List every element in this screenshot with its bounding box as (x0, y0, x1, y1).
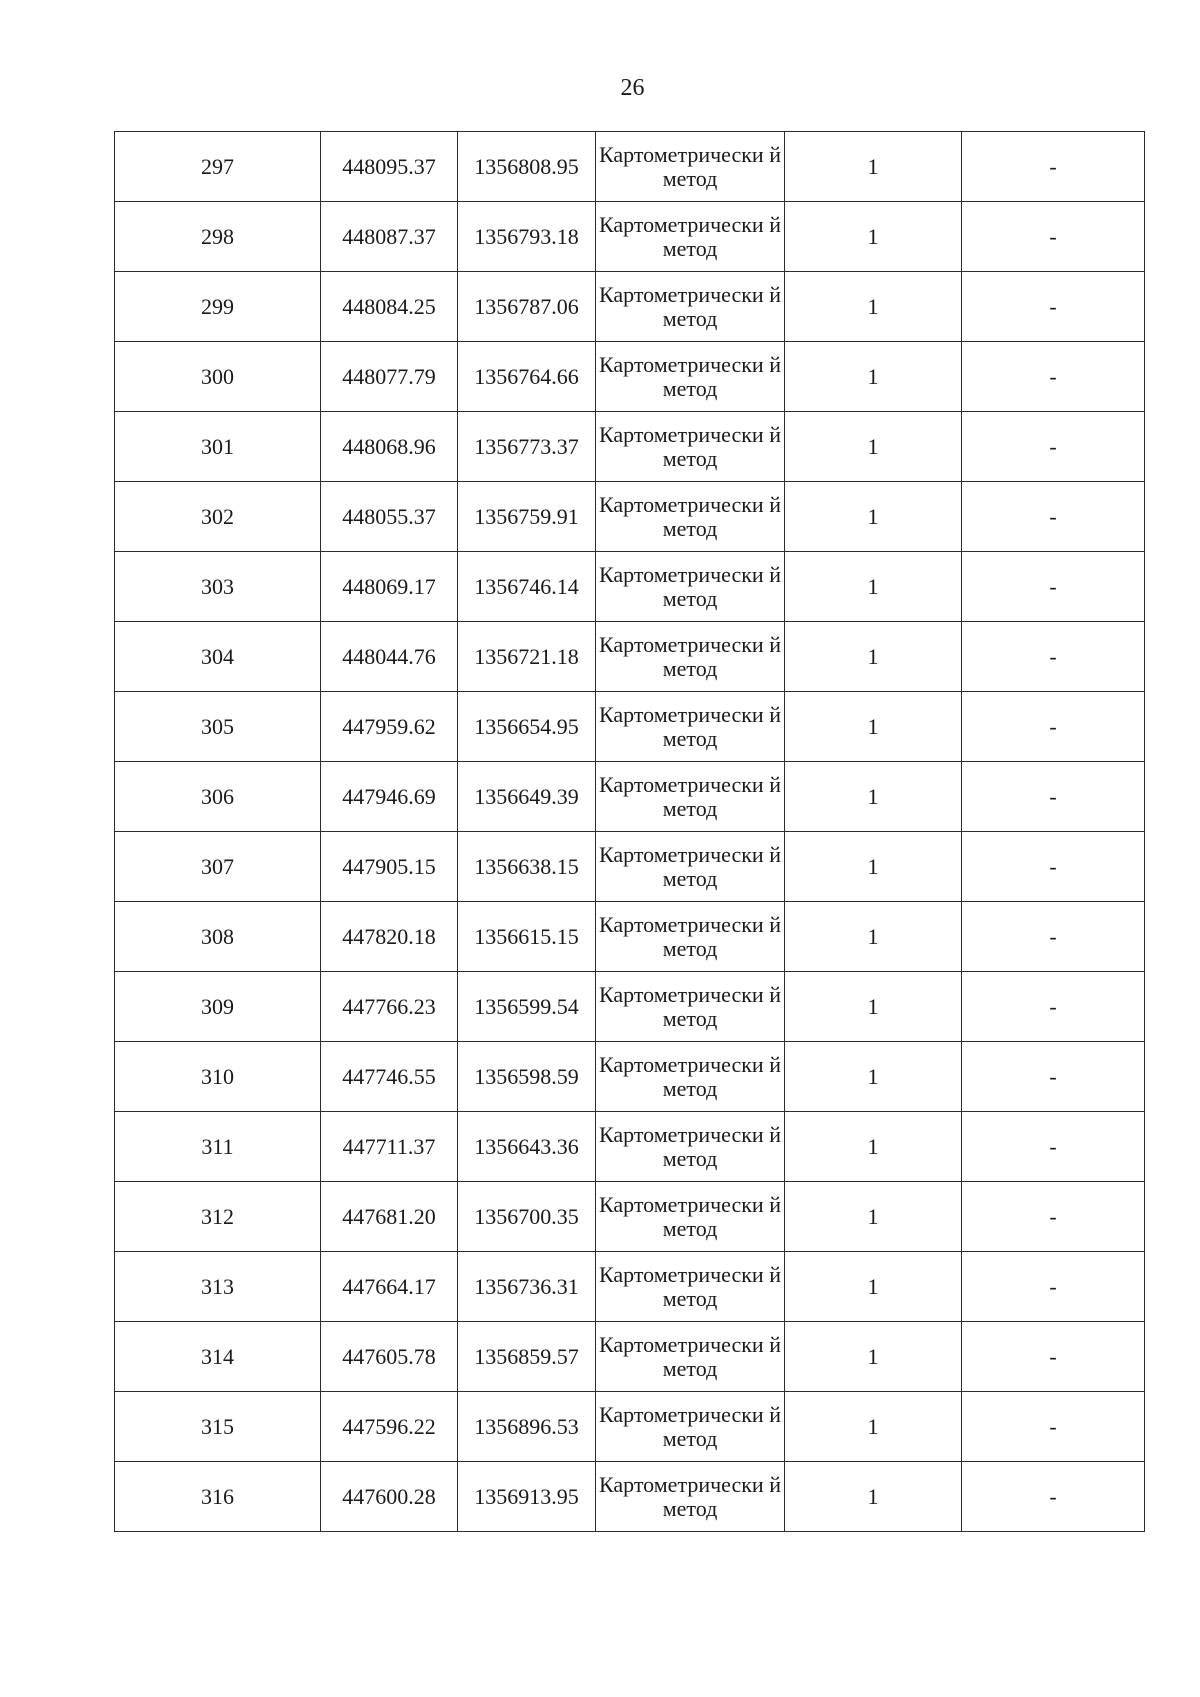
method-cell: Картометрически й метод (596, 832, 785, 902)
table-row (115, 1042, 1145, 1112)
accuracy-cell: 1 (785, 272, 962, 342)
point-number-cell: 303 (115, 552, 321, 622)
x-coordinate-cell: 448084.25 (321, 272, 458, 342)
x-coordinate-cell: 448044.76 (321, 622, 458, 692)
point-number-cell: 297 (115, 132, 321, 202)
table-row (115, 622, 1145, 692)
y-coordinate-cell: 1356773.37 (458, 412, 596, 482)
y-coordinate-cell: 1356721.18 (458, 622, 596, 692)
table-body (115, 132, 1145, 1532)
x-coordinate-cell: 447600.28 (321, 1462, 458, 1532)
point-number-cell: 313 (115, 1252, 321, 1322)
method-cell: Картометрически й метод (596, 1392, 785, 1462)
y-coordinate-cell: 1356859.57 (458, 1322, 596, 1392)
method-cell: Картометрически й метод (596, 482, 785, 552)
accuracy-cell: 1 (785, 762, 962, 832)
point-number-cell: 300 (115, 342, 321, 412)
table-row (115, 832, 1145, 902)
method-cell: Картометрически й метод (596, 552, 785, 622)
y-coordinate-cell: 1356746.14 (458, 552, 596, 622)
x-coordinate-cell: 447664.17 (321, 1252, 458, 1322)
accuracy-cell: 1 (785, 1182, 962, 1252)
point-number-cell: 316 (115, 1462, 321, 1532)
y-coordinate-cell: 1356736.31 (458, 1252, 596, 1322)
x-coordinate-cell: 447766.23 (321, 972, 458, 1042)
x-coordinate-cell: 447711.37 (321, 1112, 458, 1182)
note-cell: - (962, 1042, 1145, 1112)
method-cell: Картометрически й метод (596, 132, 785, 202)
accuracy-cell: 1 (785, 1322, 962, 1392)
table-row (115, 692, 1145, 762)
method-cell: Картометрически й метод (596, 1462, 785, 1532)
method-cell: Картометрически й метод (596, 342, 785, 412)
x-coordinate-cell: 448095.37 (321, 132, 458, 202)
note-cell: - (962, 1252, 1145, 1322)
y-coordinate-cell: 1356599.54 (458, 972, 596, 1042)
method-cell: Картометрически й метод (596, 692, 785, 762)
coordinates-table (114, 131, 1145, 1532)
point-number-cell: 299 (115, 272, 321, 342)
point-number-cell: 306 (115, 762, 321, 832)
x-coordinate-cell: 447596.22 (321, 1392, 458, 1462)
point-number-cell: 305 (115, 692, 321, 762)
method-cell: Картометрически й метод (596, 622, 785, 692)
table-row (115, 202, 1145, 272)
note-cell: - (962, 412, 1145, 482)
x-coordinate-cell: 448077.79 (321, 342, 458, 412)
note-cell: - (962, 762, 1145, 832)
y-coordinate-cell: 1356638.15 (458, 832, 596, 902)
y-coordinate-cell: 1356896.53 (458, 1392, 596, 1462)
method-cell: Картометрически й метод (596, 1182, 785, 1252)
method-cell: Картометрически й метод (596, 972, 785, 1042)
x-coordinate-cell: 448069.17 (321, 552, 458, 622)
y-coordinate-cell: 1356598.59 (458, 1042, 596, 1112)
note-cell: - (962, 1182, 1145, 1252)
y-coordinate-cell: 1356649.39 (458, 762, 596, 832)
note-cell: - (962, 132, 1145, 202)
table-row (115, 272, 1145, 342)
note-cell: - (962, 1322, 1145, 1392)
table-row (115, 482, 1145, 552)
table-row (115, 412, 1145, 482)
method-cell: Картометрически й метод (596, 1112, 785, 1182)
point-number-cell: 298 (115, 202, 321, 272)
method-cell: Картометрически й метод (596, 272, 785, 342)
x-coordinate-cell: 447905.15 (321, 832, 458, 902)
method-cell: Картометрически й метод (596, 902, 785, 972)
table-row (115, 1462, 1145, 1532)
note-cell: - (962, 202, 1145, 272)
x-coordinate-cell: 447605.78 (321, 1322, 458, 1392)
accuracy-cell: 1 (785, 1252, 962, 1322)
x-coordinate-cell: 447959.62 (321, 692, 458, 762)
y-coordinate-cell: 1356913.95 (458, 1462, 596, 1532)
method-cell: Картометрически й метод (596, 762, 785, 832)
note-cell: - (962, 1392, 1145, 1462)
x-coordinate-cell: 447946.69 (321, 762, 458, 832)
note-cell: - (962, 1462, 1145, 1532)
note-cell: - (962, 692, 1145, 762)
y-coordinate-cell: 1356654.95 (458, 692, 596, 762)
method-cell: Картометрически й метод (596, 1042, 785, 1112)
accuracy-cell: 1 (785, 1462, 962, 1532)
x-coordinate-cell: 448068.96 (321, 412, 458, 482)
accuracy-cell: 1 (785, 692, 962, 762)
point-number-cell: 314 (115, 1322, 321, 1392)
y-coordinate-cell: 1356700.35 (458, 1182, 596, 1252)
table-row (115, 1182, 1145, 1252)
note-cell: - (962, 972, 1145, 1042)
point-number-cell: 304 (115, 622, 321, 692)
table-row (115, 342, 1145, 412)
point-number-cell: 312 (115, 1182, 321, 1252)
table-row (115, 972, 1145, 1042)
y-coordinate-cell: 1356615.15 (458, 902, 596, 972)
y-coordinate-cell: 1356764.66 (458, 342, 596, 412)
table-row (115, 132, 1145, 202)
point-number-cell: 310 (115, 1042, 321, 1112)
point-number-cell: 311 (115, 1112, 321, 1182)
x-coordinate-cell: 447681.20 (321, 1182, 458, 1252)
y-coordinate-cell: 1356787.06 (458, 272, 596, 342)
accuracy-cell: 1 (785, 1392, 962, 1462)
point-number-cell: 308 (115, 902, 321, 972)
accuracy-cell: 1 (785, 412, 962, 482)
table-row (115, 1252, 1145, 1322)
accuracy-cell: 1 (785, 552, 962, 622)
x-coordinate-cell: 447746.55 (321, 1042, 458, 1112)
note-cell: - (962, 902, 1145, 972)
note-cell: - (962, 342, 1145, 412)
accuracy-cell: 1 (785, 902, 962, 972)
page-number: 26 (620, 75, 645, 101)
note-cell: - (962, 552, 1145, 622)
y-coordinate-cell: 1356643.36 (458, 1112, 596, 1182)
point-number-cell: 307 (115, 832, 321, 902)
y-coordinate-cell: 1356793.18 (458, 202, 596, 272)
accuracy-cell: 1 (785, 1112, 962, 1182)
point-number-cell: 302 (115, 482, 321, 552)
accuracy-cell: 1 (785, 832, 962, 902)
table-row (115, 1392, 1145, 1462)
accuracy-cell: 1 (785, 972, 962, 1042)
table-row (115, 762, 1145, 832)
y-coordinate-cell: 1356759.91 (458, 482, 596, 552)
accuracy-cell: 1 (785, 132, 962, 202)
note-cell: - (962, 622, 1145, 692)
table-row (115, 552, 1145, 622)
method-cell: Картометрически й метод (596, 1252, 785, 1322)
note-cell: - (962, 832, 1145, 902)
method-cell: Картометрически й метод (596, 1322, 785, 1392)
point-number-cell: 315 (115, 1392, 321, 1462)
note-cell: - (962, 482, 1145, 552)
note-cell: - (962, 272, 1145, 342)
accuracy-cell: 1 (785, 1042, 962, 1112)
method-cell: Картометрически й метод (596, 202, 785, 272)
accuracy-cell: 1 (785, 202, 962, 272)
table-row (115, 1322, 1145, 1392)
point-number-cell: 301 (115, 412, 321, 482)
accuracy-cell: 1 (785, 622, 962, 692)
x-coordinate-cell: 447820.18 (321, 902, 458, 972)
accuracy-cell: 1 (785, 342, 962, 412)
accuracy-cell: 1 (785, 482, 962, 552)
method-cell: Картометрически й метод (596, 412, 785, 482)
note-cell: - (962, 1112, 1145, 1182)
table-row (115, 902, 1145, 972)
y-coordinate-cell: 1356808.95 (458, 132, 596, 202)
x-coordinate-cell: 448055.37 (321, 482, 458, 552)
table-row (115, 1112, 1145, 1182)
point-number-cell: 309 (115, 972, 321, 1042)
x-coordinate-cell: 448087.37 (321, 202, 458, 272)
